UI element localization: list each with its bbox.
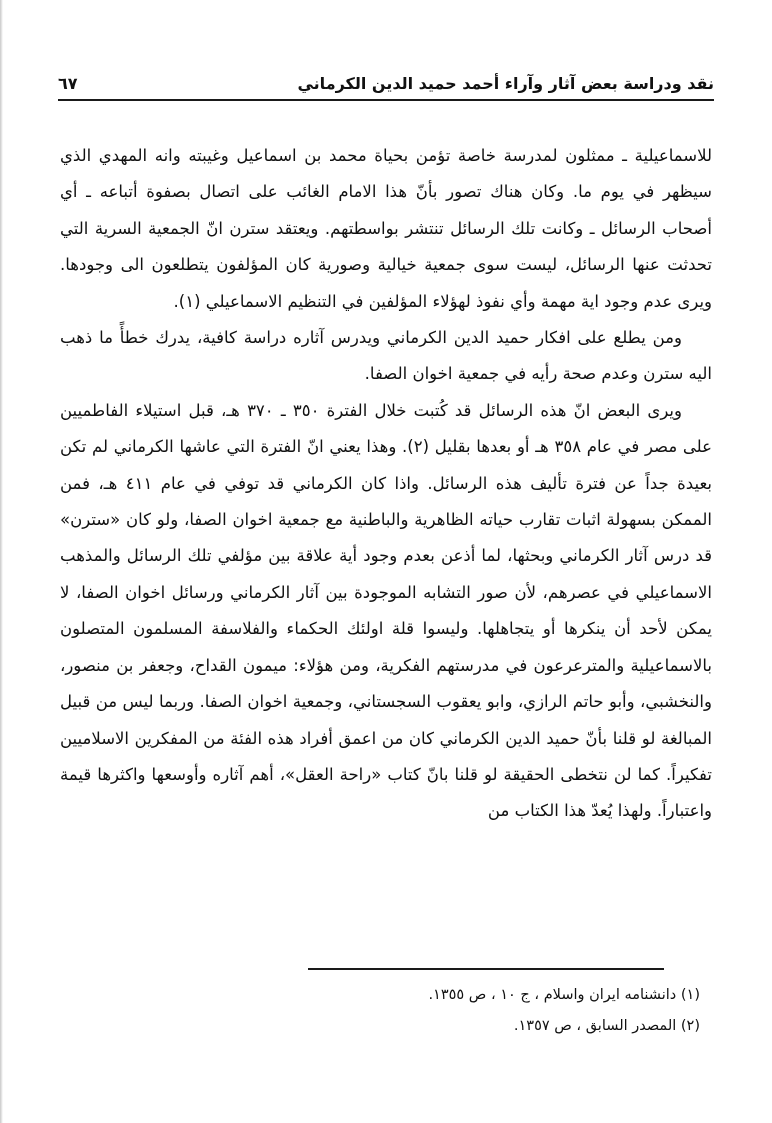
page-header	[58, 74, 714, 93]
footnote: (١) دانشنامه ايران واسلام ، ج ١٠ ، ص ١٣٥٥.	[428, 986, 700, 1003]
header-rule	[58, 99, 714, 101]
footnote: (٢) المصدر السابق ، ص ١٣٥٧.	[513, 1017, 700, 1034]
scan-edge-artifact	[0, 0, 3, 1123]
running-head-title: نقد ودراسة بعض آثار وآراء أحمد حميد الدين الكرماني	[297, 74, 714, 93]
page-number: ٦٧	[58, 74, 78, 93]
paragraph: ويرى البعض انّ هذه الرسائل قد كُتبت خلال الفترة ٣٥٠ ـ ٣٧٠ هـ، قبل استيلاء الفاطميين على مصر في عام ٣٥٨ هـ أو بعدها بقليل (٢). وهذا يعني انّ الفترة التي عاشها الكرماني لم تكن بعيدة جداً عن فترة تأليف هذه الرسائل. واذا كان الكرماني قد توفي في عام ٤١١ هـ، فمن الممكن بسهولة اثبات تقارب حياته الظاهرية والباطنية مع جمعية اخوان الصفا، ولو كان «سترن» قد درس آثار الكرماني وبحثها، لما أذعن بعدم وجود أية علاقة بين مؤلفي تلك الرسائل والمذهب الاسماعيلي في عصرهم، لأن صور التشابه الموجودة بين آثار الكرماني ورسائل اخوان الصفا، لا يمكن لأحد أن ينكرها أو يتجاهلها. وليسوا قلة اولئك الحكماء والفلاسفة المسلمون المتصلون بالاسماعيلية والمترعرعون في مدرستهم الفكرية، ومن هؤلاء: ميمون القداح، وجعفر بن منصور، والنخشبي، وأبو حاتم الرازي، وابو يعقوب السجستاني، وجمعية اخوان الصفا. وربما ليس من قبيل المبالغة لو قلنا بأنّ حميد الدين الكرماني كان من اعمق أفراد هذه الفئة من المفكرين الاسلاميين تفكيراً. كما لن نتخطى الحقيقة لو قلنا بانّ كتاب «راحة العقل»، أهم آثاره وأوسعها واكثرها قيمة واعتباراً. ولهذا يُعدّ هذا الكتاب من	[60, 400, 712, 821]
paragraph: ومن يطلع على افكار حميد الدين الكرماني ويدرس آثاره دراسة كافية، يدرك خطأً ما ذهب اليه سترن وعدم صحة رأيه في جمعية اخوان الصفا.	[60, 328, 712, 384]
footnote-separator-rule	[308, 968, 664, 970]
footnotes-section	[60, 968, 712, 1042]
paragraph-continuation: للاسماعيلية ـ ممثلون لمدرسة خاصة تؤمن بحياة محمد بن اسماعيل وغيبته وانه المهدي الذي سيظهر في يوم ما. وكان هناك تصور بأنّ هذا الامام الغائب على اتصال بصفوة أتباعه ـ أي أصحاب الرسائل ـ وكانت تلك الرسائل تنتشر بواسطتهم. ويعتقد سترن انّ الجمعية السرية التي تحدثت عنها الرسائل، ليست سوى جمعية خيالية وصورية كان المؤلفون يتطلعون الى وجودها. ويرى عدم وجود اية مهمة وأي نفوذ لهؤلاء المؤلفين في التنظيم الاسماعيلي (١).	[60, 146, 712, 311]
body-text	[60, 138, 712, 830]
